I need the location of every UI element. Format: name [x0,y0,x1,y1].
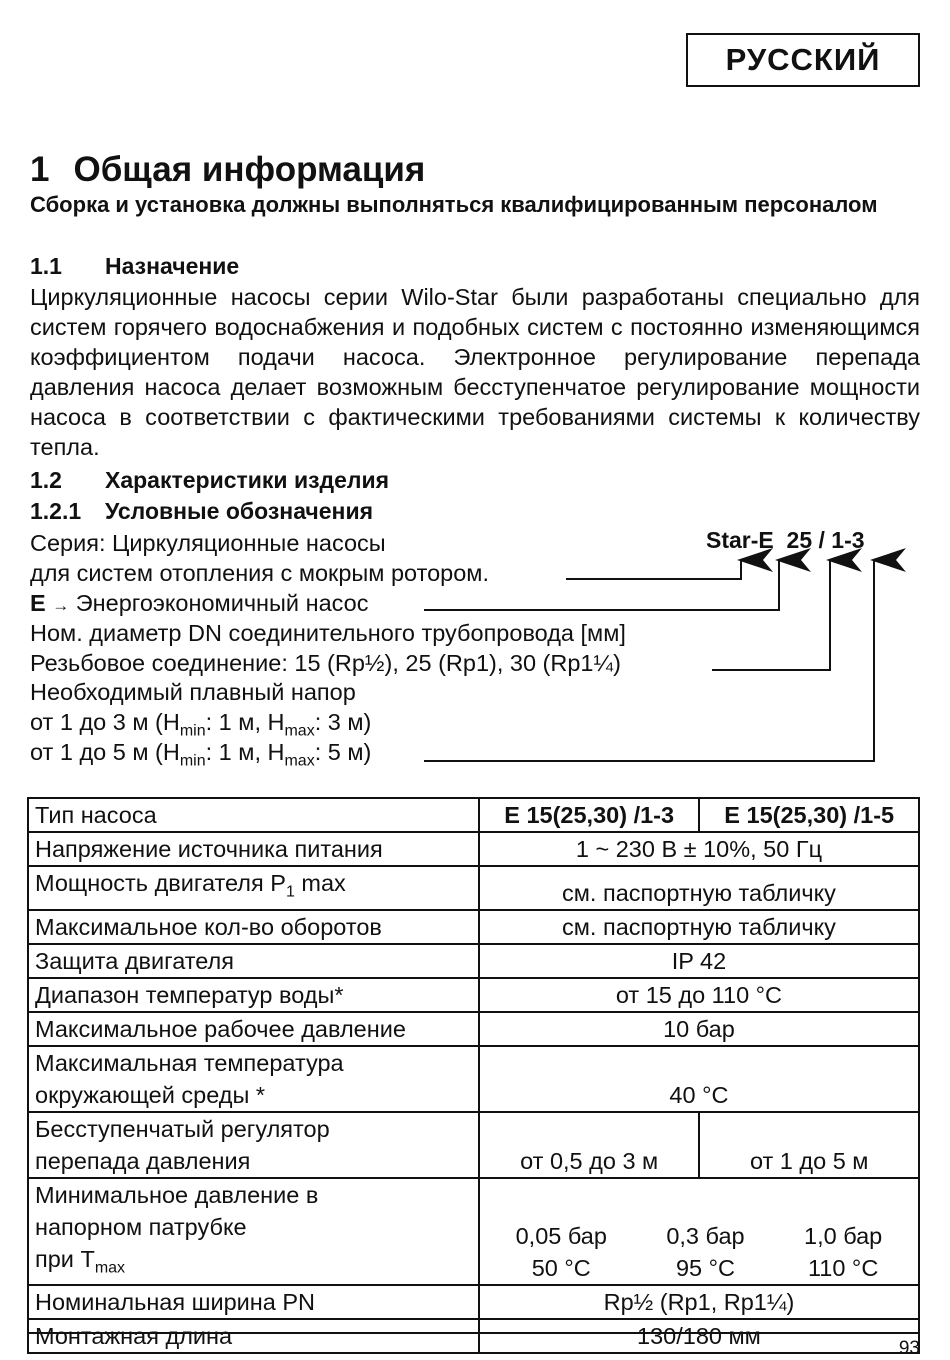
table-row [28,1178,919,1286]
row-value: 0,05 бар 50 °C 0,3 бар 95 °C 1,0 бар 110 °C [479,1178,919,1286]
section-number: 1 [30,150,50,189]
table-row [28,866,919,910]
row-label: Диапазон температур воды* [28,978,479,1012]
row-label: Защита двигателя [28,944,479,978]
row-label: Монтажная длина [28,1319,479,1353]
row-label: Максимальное кол-во оборотов [28,910,479,944]
energy-saving-text: Энергоэкономичный насос [75,590,369,616]
row-label: Тип насоса [28,798,479,832]
table-row [28,944,919,978]
series-line-2: для систем отопления с мокрым ротором. [30,560,489,586]
table-row [28,1112,919,1178]
section-number: 1.2 [30,467,62,493]
series-line-1: Серия: Циркуляционные насосы [30,530,386,556]
col-header: E 15(25,30) /1-3 [479,798,700,832]
table-row [28,832,919,866]
row-value: Rp½ (Rp1, Rp1¼) [479,1285,919,1319]
row-label: Бесступенчатый регулятор перепада давления [28,1112,479,1178]
row-label: Номинальная ширина PN [28,1285,479,1319]
section-number: 1.2.1 [30,498,82,524]
table-row [28,1046,919,1112]
table-row [28,1285,919,1319]
row-label: Мощность двигателя $P_1$ max [28,866,479,910]
purpose-paragraph: Циркуляционные насосы серии Wilo-Star были разработаны специально для систем горячего водоснабжения и подобных систем с постоянно изменяющимся коэффициентом подачи насоса. Электронное регулирование перепада давления насоса делает возможным бесступенчатое регулирование мощности насоса в соответствии с фактическими требованиями системы к количеству тепла. [30,284,920,460]
section-title: Общая информация [73,150,426,189]
section-number: 1.1 [30,253,62,279]
table-row [28,978,919,1012]
row-label: Напряжение источника питания [28,832,479,866]
pointer-head [424,560,874,761]
row-value: см. паспортную табличку [479,866,919,910]
specifications-table [27,797,920,1354]
table-row [28,1319,919,1353]
head-line: Необходимый плавный напор [30,679,356,705]
page-number: 93 [898,1338,920,1359]
row-value: от 15 до 110 °C [479,978,919,1012]
table-row [28,910,919,944]
table-row [28,798,919,832]
row-label: Минимальное давление в напорном патрубке при $T_{max}$ [28,1178,479,1286]
pointer-dn [712,560,830,670]
section-title: Условные обозначения [105,498,374,524]
language-label: РУССКИЙ [686,33,920,87]
row-value: 40 °C [479,1046,919,1112]
section-title: Характеристики изделия [105,467,390,493]
row-label: Максимальное рабочее давление [28,1012,479,1046]
pointer-series [566,560,741,579]
row-value: 130/180 мм [479,1319,919,1353]
head-range-2: от 1 до 5 м ($H_{min}$: 1 м, $H_{max}$: 5 м) [30,739,372,770]
pointer-energy [424,560,779,610]
col-header: E 15(25,30) /1-5 [699,798,919,832]
row-value: от 1 до 5 м [699,1112,919,1178]
footer-rule [27,1332,920,1334]
row-value: см. паспортную табличку [479,910,919,944]
dn-line: Ном. диаметр DN соединительного трубопровода [мм] [30,620,626,646]
row-label: Максимальная температура окружающей среды * [28,1046,479,1112]
section-title: Назначение [105,253,240,279]
row-value: IP 42 [479,944,919,978]
row-value: от 0,5 до 3 м [479,1112,700,1178]
e-letter: E [30,590,46,616]
arrow-right-icon: → [52,596,70,615]
table-row [28,1012,919,1046]
row-value: 10 бар [479,1012,919,1046]
model-designation: Star-E 25 / 1-3 [706,527,865,553]
row-value: 1 ~ 230 В ± 10%, 50 Гц [479,832,919,866]
head-range-1: от 1 до 3 м ($H_{min}$: 1 м, $H_{max}$: 3 м) [30,709,372,740]
thread-line: Резьбовое соединение: 15 (Rp½), 25 (Rp1), 30 (Rp1¼) [30,650,621,676]
safety-warning: Сборка и установка должны выполняться квалифицированным персоналом [30,192,878,217]
